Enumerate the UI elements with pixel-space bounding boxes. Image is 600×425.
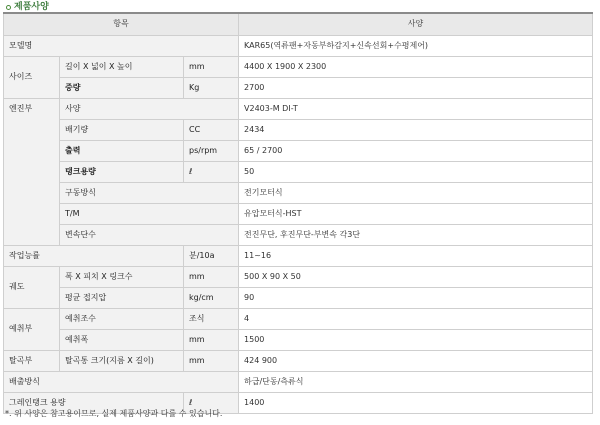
header-item: 항목: [4, 13, 239, 35]
table-row: [4, 35, 593, 56]
row-label-displacement: 배기량: [60, 119, 184, 140]
row-label-discharge: 배출방식: [4, 371, 239, 392]
group-track: 궤도: [4, 266, 60, 308]
row-value-grain-tank: 1400: [239, 392, 593, 413]
row-value-model: KAR65(역류팬+자동부하감지+신속선회+수평제어): [239, 35, 593, 56]
row-value-engine-model: V2403-M DI-T: [239, 98, 593, 119]
row-label-gears: 변속단수: [60, 224, 239, 245]
row-label-tank: 탱크용량: [60, 161, 184, 182]
row-unit-ground-pressure: kg/cm: [184, 287, 239, 308]
table-header-row: [4, 13, 593, 35]
row-unit-tank: ℓ: [184, 161, 239, 182]
row-label-reaper-rows: 예취조수: [60, 308, 184, 329]
row-value-track-size: 500 X 90 X 50: [239, 266, 593, 287]
row-value-size: 4400 X 1900 X 2300: [239, 56, 593, 77]
group-thresher: 탈곡부: [4, 350, 60, 371]
group-size: 사이즈: [4, 56, 60, 98]
row-value-thresher: 424 900: [239, 350, 593, 371]
circle-bullet-icon: [6, 5, 11, 10]
row-value-weight: 2700: [239, 77, 593, 98]
row-value-drive: 전기모터식: [239, 182, 593, 203]
header-spec: 사양: [239, 13, 593, 35]
row-unit-track-size: mm: [184, 266, 239, 287]
row-label-tm: T/M: [60, 203, 239, 224]
table-row: [4, 329, 593, 350]
row-label-engine-model: 사양: [60, 98, 239, 119]
table-row: [4, 371, 593, 392]
row-value-gears: 전진무단, 후진무단-부변속 각3단: [239, 224, 593, 245]
row-unit-output: ps/rpm: [184, 140, 239, 161]
row-label-drive: 구동방식: [60, 182, 239, 203]
footnote: *. 위 사양은 참고용이므로, 실제 제품사양과 다를 수 있습니다.: [5, 409, 223, 418]
row-unit-reaper-rows: 조식: [184, 308, 239, 329]
table-row: [4, 161, 593, 182]
row-unit-grain-tank: ℓ: [184, 392, 239, 413]
row-unit-weight: Kg: [184, 77, 239, 98]
row-value-work-efficiency: 11~16: [239, 245, 593, 266]
table-row: [4, 350, 593, 371]
row-label-track-size: 폭 X 피치 X 링크수: [60, 266, 184, 287]
table-row: [4, 245, 593, 266]
table-row: [4, 77, 593, 98]
table-row: [4, 266, 593, 287]
row-value-discharge: 하급/단동/측류식: [239, 371, 593, 392]
table-row: [4, 203, 593, 224]
row-label-reaper-width: 예취폭: [60, 329, 184, 350]
section-title-text: 제품사양: [14, 2, 49, 12]
table-row: [4, 308, 593, 329]
table-row: [4, 287, 593, 308]
row-unit-size: mm: [184, 56, 239, 77]
row-value-tank: 50: [239, 161, 593, 182]
row-label-work-efficiency: 작업능률: [4, 245, 184, 266]
row-value-displacement: 2434: [239, 119, 593, 140]
group-reaper: 예취부: [4, 308, 60, 350]
row-label-model: 모델명: [4, 35, 239, 56]
row-value-output: 65 / 2700: [239, 140, 593, 161]
row-label-size: 길이 X 넓이 X 높이: [60, 56, 184, 77]
row-unit-reaper-width: mm: [184, 329, 239, 350]
row-value-reaper-rows: 4: [239, 308, 593, 329]
table-row: [4, 119, 593, 140]
table-row: [4, 182, 593, 203]
row-value-tm: 유압모터식-HST: [239, 203, 593, 224]
group-engine: 엔진부: [4, 98, 60, 245]
spec-table: [3, 12, 593, 414]
table-row: [4, 140, 593, 161]
table-row: [4, 98, 593, 119]
row-label-grain-tank: 그레인탱크 용량: [4, 392, 184, 413]
table-row: [4, 224, 593, 245]
row-value-ground-pressure: 90: [239, 287, 593, 308]
row-value-reaper-width: 1500: [239, 329, 593, 350]
table-row: [4, 56, 593, 77]
row-label-ground-pressure: 평균 접지압: [60, 287, 184, 308]
row-label-output: 출력: [60, 140, 184, 161]
row-unit-thresher: mm: [184, 350, 239, 371]
row-label-thresher: 탈곡통 크기(지름 X 길이): [60, 350, 184, 371]
row-unit-displacement: CC: [184, 119, 239, 140]
row-unit-work-efficiency: 분/10a: [184, 245, 239, 266]
row-label-weight: 중량: [60, 77, 184, 98]
